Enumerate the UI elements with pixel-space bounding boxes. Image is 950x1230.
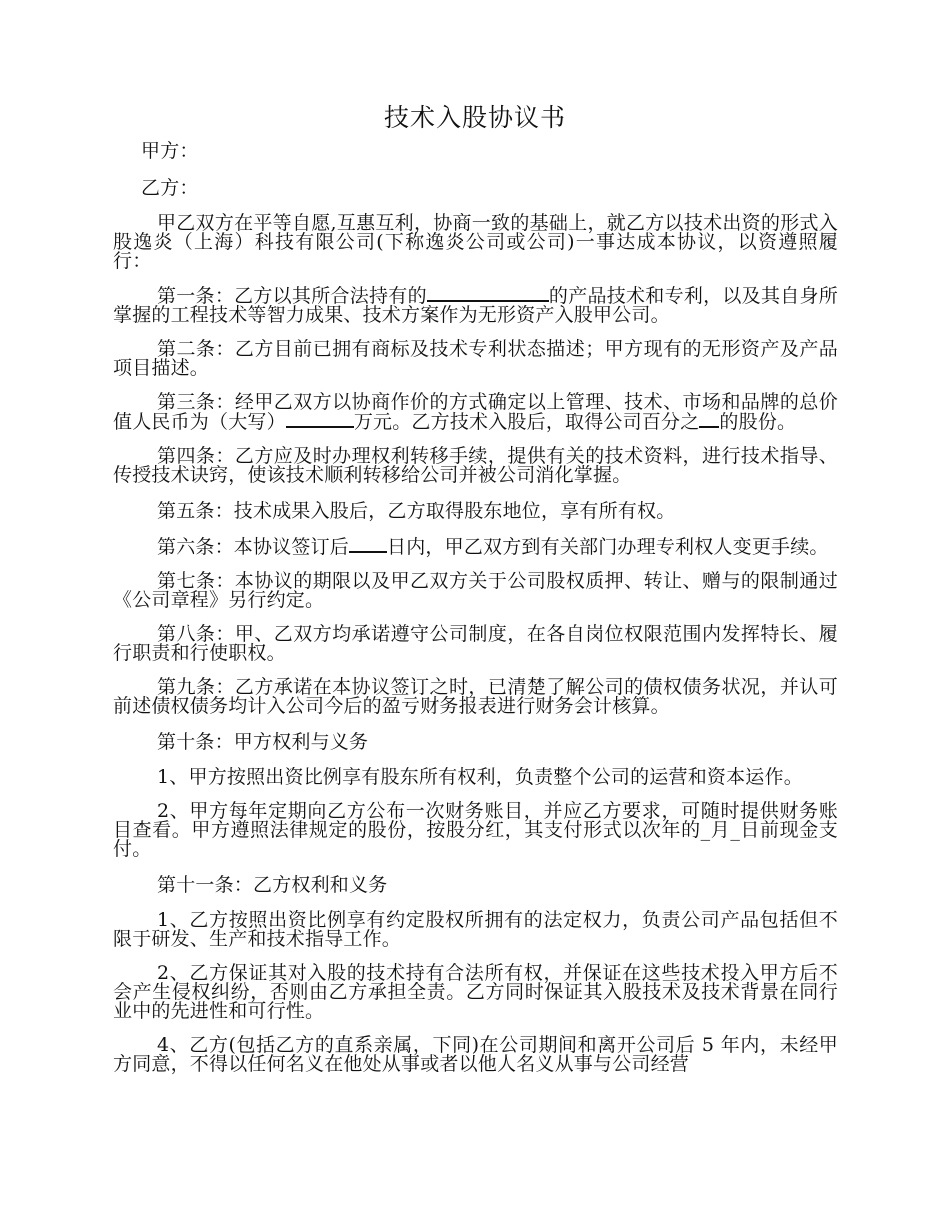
fill-blank — [699, 412, 719, 428]
article-6 — [113, 537, 838, 557]
article-11-item-2: 2、乙方保证其对入股的技术持有合法所有权，并保证在这些技术投入甲方后不会产生侵权纠纷，否则由乙方承担全责。乙方同时保证其入股技术及技术背景在同行业中的先进性和可行性。 — [113, 962, 838, 1022]
article-11-item-4: 4、乙方(包括乙方的直系亲属，下同)在公司期间和离开公司后 5 年内，未经甲方同意，不得以任何名义在他处从事或者以他人名义从事与公司经营 — [113, 1034, 838, 1075]
fill-blank — [286, 412, 354, 428]
article-10-item-1: 1、甲方按照出资比例享有股东所有权利，负责整个公司的运营和资本运作。 — [157, 766, 803, 788]
article-5: 第五条：技术成果入股后，乙方取得股东地位，享有所有权。 — [157, 500, 676, 522]
party-a-line: 甲方： — [141, 140, 199, 162]
article-7: 第七条：本协议的期限以及甲乙双方关于公司股权质押、转让、赠与的限制通过《公司章程》另行约定。 — [113, 570, 838, 611]
article-3 — [113, 393, 838, 432]
article-3-text-c: 的股份。 — [719, 411, 797, 433]
article-8: 第八条：甲、乙双方均承诺遵守公司制度，在各自岗位权限范围内发挥特长、履行职责和行使职权。 — [113, 623, 838, 664]
article-11-item-1: 1、乙方按照出资比例享有约定股权所拥有的法定权力，负责公司产品包括但不限于研发、生产和技术指导工作。 — [113, 909, 838, 950]
article-3-text-b: 万元。乙方技术入股后，取得公司百分之 — [353, 411, 700, 433]
document-title: 技术入股协议书 — [383, 103, 566, 132]
article-4: 第四条：乙方应及时办理权利转移手续，提供有关的技术资料，进行技术指导、传授技术诀窍，使该技术顺利转移给公司并被公司消化掌握。 — [113, 445, 838, 486]
document-body — [113, 140, 838, 1089]
intro-paragraph: 甲乙双方在平等自愿,互惠互利，协商一致的基础上，就乙方以技术出资的形式入股逸炎（上海）科技有限公司(下称逸炎公司或公司)一事达成本协议，以资遵照履行： — [113, 212, 838, 272]
article-1-text-b: 的产品技术和专利，以及其自身所掌握的工程技术等智力成果、技术方案作为无形资产入股甲公司。 — [113, 285, 838, 326]
article-6-text-a: 第六条：本协议签订后 — [157, 536, 350, 558]
fill-blank — [349, 537, 387, 553]
article-10-heading: 第十条：甲方权利与义务 — [157, 731, 369, 753]
article-2: 第二条：乙方目前已拥有商标及技术专利状态描述；甲方现有的无形资产及产品项目描述。 — [113, 338, 838, 379]
party-b-line: 乙方： — [141, 177, 199, 199]
article-1 — [113, 286, 838, 325]
article-1-text-a: 第一条：乙方以其所合法持有的 — [157, 285, 427, 307]
fill-blank — [427, 286, 549, 302]
article-9: 第九条：乙方承诺在本协议签订之时，已清楚了解公司的债权债务状况，并认可前述债权债务均计入公司今后的盈亏财务报表进行财务会计核算。 — [113, 676, 838, 717]
article-11-heading: 第十一条：乙方权利和义务 — [157, 874, 388, 896]
article-6-text-b: 日内，甲乙双方到有关部门办理专利权人变更手续。 — [387, 536, 829, 558]
article-10-item-2: 2、甲方每年定期向乙方公布一次财务账目，并应乙方要求，可随时提供财务账目查看。甲方遵照法律规定的股份，按股分红，其支付形式以次年的_月_日前现金支付。 — [113, 800, 838, 860]
article-3-text-a: 第三条：经甲乙双方以协商作价的方式确定以上管理、技术、市场和品牌的总价值人民币为（大写） — [113, 391, 838, 433]
